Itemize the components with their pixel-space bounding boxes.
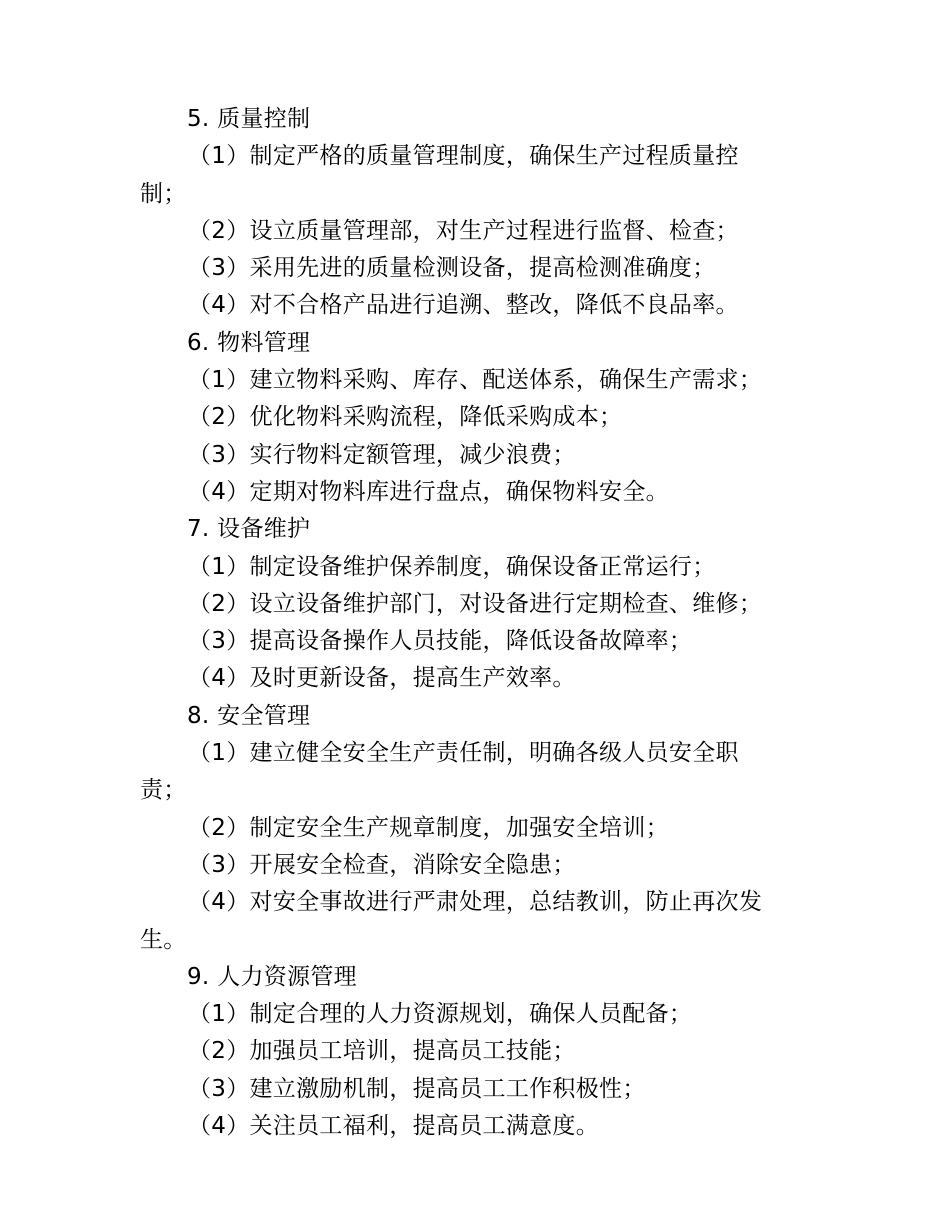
list-item: （4）对不合格产品进行追溯、整改，降低不良品率。 [188, 292, 739, 319]
document-body [140, 101, 820, 1145]
section-heading: 8. 安全管理 [187, 702, 311, 729]
list-item: （4）关注员工福利，提高员工满意度。 [188, 1113, 600, 1140]
list-item: （4）对安全事故进行严肃处理，总结教训，防止再次发生。 [140, 889, 763, 953]
list-item: （3）实行物料定额管理，减少浪费； [188, 441, 576, 468]
section-equipment-maintenance [140, 511, 820, 697]
list-item: （2）设立设备维护部门，对设备进行定期检查、维修； [188, 590, 763, 617]
list-item: （4）及时更新设备，提高生产效率。 [188, 665, 576, 692]
list-item: （2）优化物料采购流程，降低采购成本； [188, 404, 623, 431]
section-quality-control [140, 101, 820, 325]
list-item: （1）制定设备维护保养制度，确保设备正常运行； [188, 553, 716, 580]
list-item: （2）制定安全生产规章制度，加强安全培训； [188, 814, 669, 841]
list-item: （3）提高设备操作人员技能，降低设备故障率； [188, 628, 693, 655]
section-heading: 6. 物料管理 [187, 329, 311, 356]
list-item: （3）开展安全检查，消除安全隐患； [188, 851, 576, 878]
section-safety-management [140, 698, 820, 959]
list-item: （3）采用先进的质量检测设备，提高检测准确度； [188, 255, 716, 282]
list-item: （2）设立质量管理部，对生产过程进行监督、检查； [188, 217, 739, 244]
section-heading: 7. 设备维护 [187, 516, 311, 543]
section-heading: 5. 质量控制 [187, 106, 311, 132]
list-item: （1）建立健全安全生产责任制，明确各级人员安全职责； [140, 740, 739, 804]
list-item: （1）建立物料采购、库存、配送体系，确保生产需求； [188, 367, 763, 394]
section-human-resources [140, 959, 820, 1145]
list-item: （4）定期对物料库进行盘点，确保物料安全。 [188, 478, 669, 505]
section-material-management [140, 325, 820, 511]
list-item: （1）制定合理的人力资源规划，确保人员配备； [188, 1001, 693, 1028]
section-heading: 9. 人力资源管理 [187, 963, 357, 990]
list-item: （2）加强员工培训，提高员工技能； [188, 1038, 576, 1065]
list-item: （1）制定严格的质量管理制度，确保生产过程质量控制； [140, 143, 739, 207]
list-item: （3）建立激励机制，提高员工工作积极性； [188, 1075, 646, 1102]
